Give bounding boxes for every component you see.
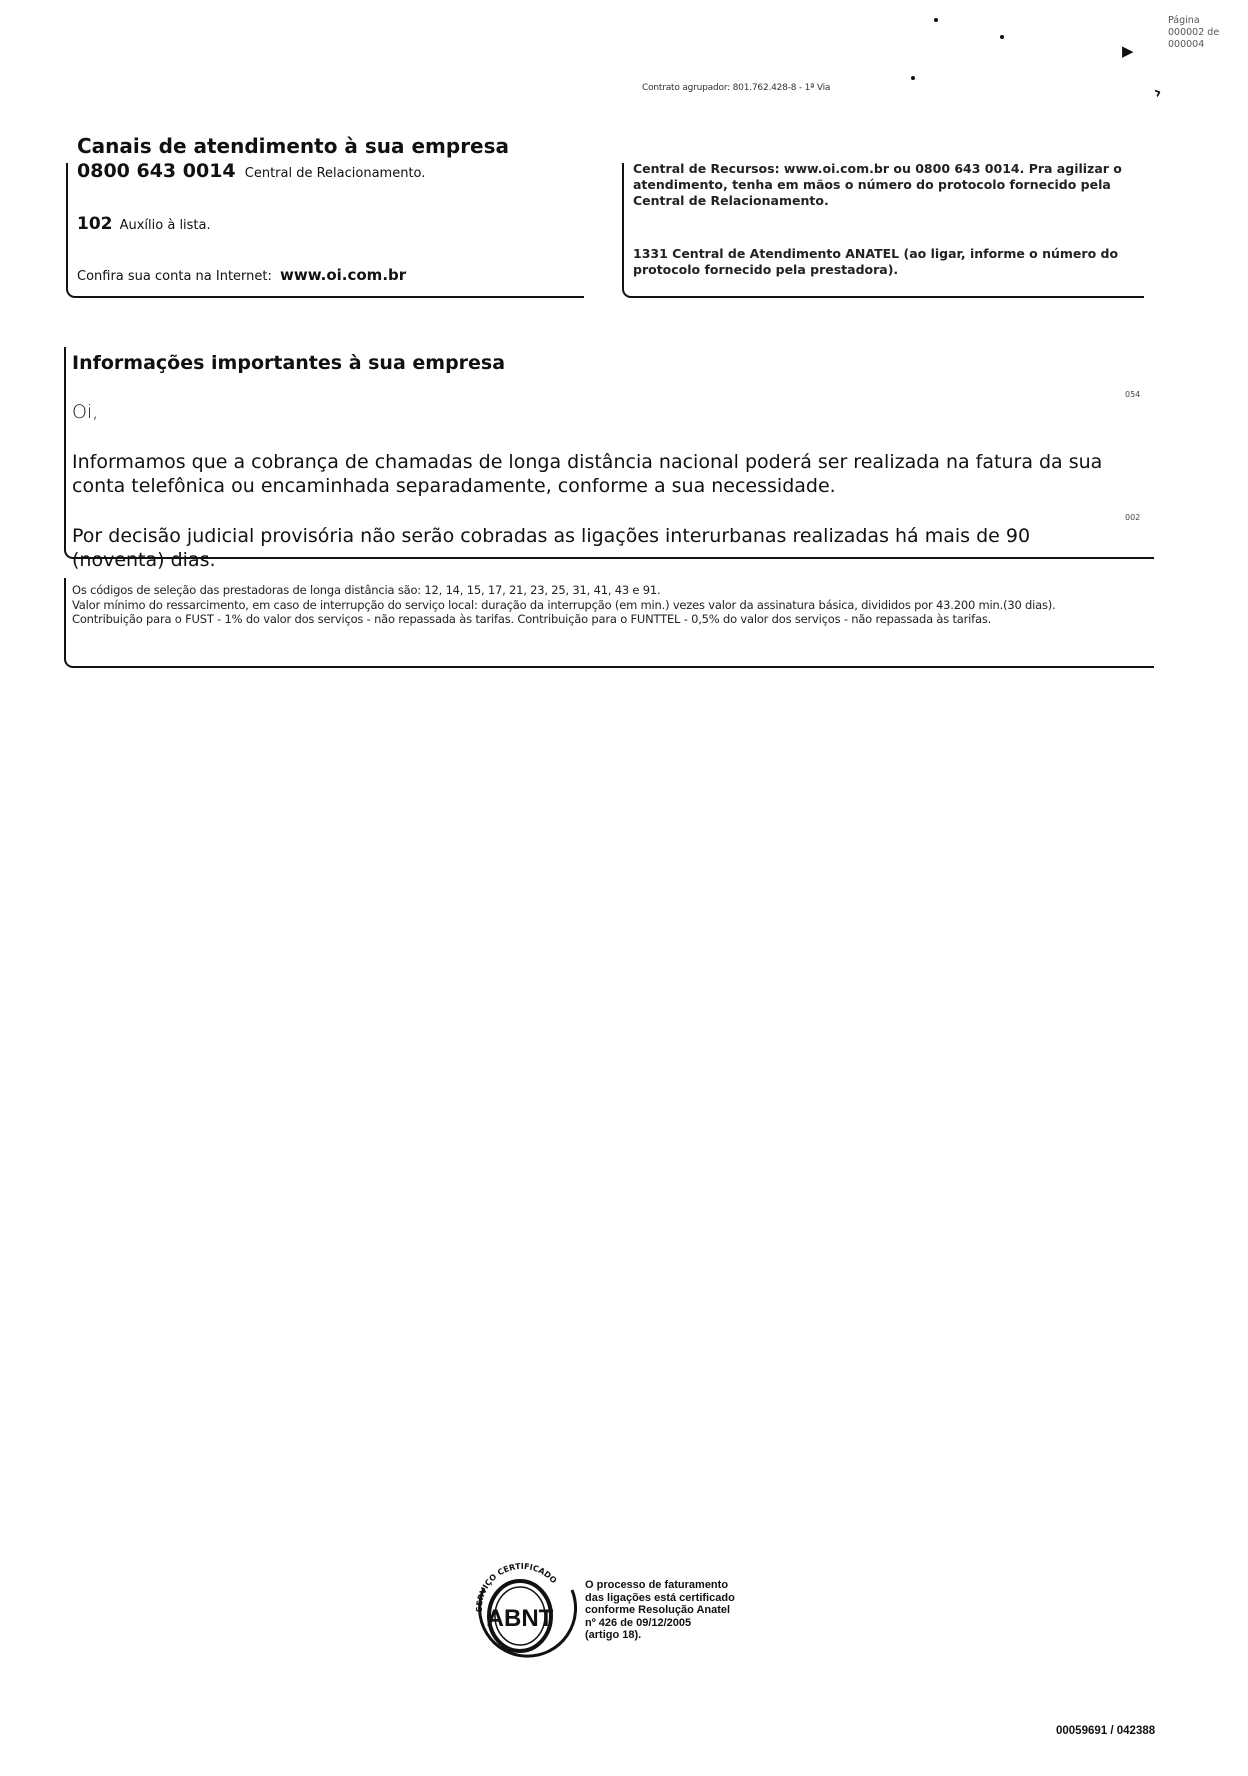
aux-label: Auxílio à lista. — [119, 218, 211, 233]
arrow-right-icon: ▶ — [1122, 42, 1134, 60]
internet-label: Confira sua conta na Internet: — [77, 269, 272, 284]
page-total: 000004 — [1168, 39, 1205, 50]
internet-link[interactable]: www.oi.com.br — [280, 266, 407, 284]
internet-line — [77, 266, 406, 284]
cert-line: das ligações está certificado — [585, 1591, 735, 1604]
footnote-line: Valor mínimo do ressarcimento, em caso de interrupção do serviço local: duração da interrupção (em min.) vezes valor da assinatura básica, divididos por 43.200 min.(30 dias). — [72, 597, 1056, 612]
message-code: 054 — [1125, 390, 1141, 399]
cert-line: O processo de faturamento — [585, 1579, 729, 1591]
document-number: 00059691 / 042388 — [1056, 1725, 1156, 1737]
aux-number: 102 — [77, 214, 113, 234]
info-paragraph-2: Por decisão judicial provisória não serão cobradas as ligações interurbanas realizadas há mais de 90 (noventa) dias. — [72, 525, 1031, 571]
tick-mark-icon: › — [1150, 81, 1165, 104]
seal-ring-text: SERVIÇO CERTIFICADO — [474, 1561, 559, 1613]
greeting: Oi, — [72, 401, 99, 423]
info-paragraph-1: Informamos que a cobrança de chamadas de longa distância nacional poderá ser realizada na fatura da sua conta telefônica ou encaminhada separadamente, conforme a sua necessidade. — [72, 451, 1103, 497]
message-code: 002 — [1125, 513, 1141, 522]
auxilio-lista — [77, 214, 211, 234]
cert-line: conforme Resolução Anatel — [585, 1604, 731, 1616]
phone-number: 0800 643 0014 — [77, 160, 236, 182]
footnote-line: Contribuição para o FUST - 1% do valor dos serviços - não repassada às tarifas. Contribuição para o FUNTTEL - 0,5% do valor dos serviços - não repassada às tarifas. — [72, 612, 992, 626]
page-indicator — [1168, 15, 1219, 51]
footnote-line: Os códigos de seleção das prestadoras de longa distância são: 12, 14, 15, 17, 21, 23, 25, 31, 41, 43 e 91. — [72, 583, 661, 597]
contract-number: Contrato agrupador: 801.762.428-8 - 1ª Via — [642, 83, 831, 93]
footnotes — [72, 583, 1162, 627]
page-current: 000002 de — [1168, 27, 1220, 38]
certification-text — [585, 1579, 785, 1642]
scan-mark — [934, 18, 938, 22]
info-title: Informações importantes à sua empresa — [72, 352, 506, 374]
central-relacionamento — [77, 160, 425, 182]
scan-mark — [911, 76, 915, 80]
scan-mark — [1000, 35, 1004, 39]
cert-line: (artigo 18). — [585, 1629, 642, 1641]
anatel-text: 1331 Central de Atendimento ANATEL (ao ligar, informe o número do protocolo fornecido pela prestadora). — [633, 246, 1119, 277]
central-recursos-text: Central de Recursos: www.oi.com.br ou 0800 643 0014. Pra agilizar o atendimento, tenha em mãos o número do protocolo fornecido pela Central de Relacionamento. — [633, 161, 1122, 208]
canais-title: Canais de atendimento à sua empresa — [77, 134, 510, 158]
abnt-seal-icon — [462, 1550, 580, 1670]
seal-brand: ABNT — [486, 1605, 554, 1632]
cert-line: nº 426 de 09/12/2005 — [585, 1616, 692, 1629]
phone-label: Central de Relacionamento. — [244, 166, 426, 181]
page-label: Página — [1168, 15, 1200, 26]
